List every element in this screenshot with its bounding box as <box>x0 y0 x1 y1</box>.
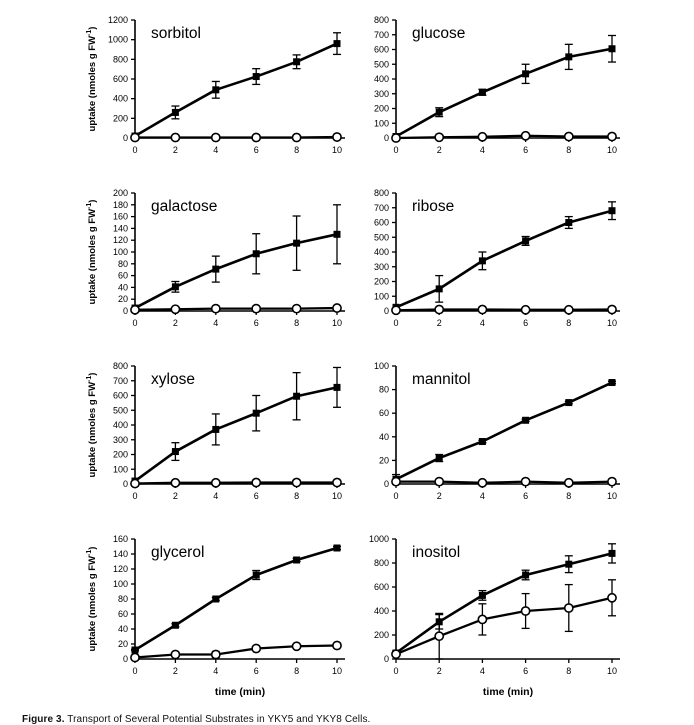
x-tick-label: 6 <box>254 145 259 155</box>
series-open-circles <box>392 478 616 487</box>
y-tick-label: 1000 <box>108 35 128 45</box>
y-tick-labels <box>369 534 396 664</box>
x-tick-label: 10 <box>607 666 617 676</box>
x-tick-labels <box>393 484 617 501</box>
open-circle-marker <box>333 133 341 141</box>
x-tick-labels <box>393 138 617 155</box>
y-tick-label: 120 <box>113 564 128 574</box>
y-tick-label: 80 <box>118 259 128 269</box>
panel-title: glucose <box>412 25 465 42</box>
open-circle-marker <box>212 650 220 658</box>
y-tick-label: 40 <box>118 282 128 292</box>
x-tick-label: 10 <box>332 491 342 501</box>
open-circle-marker <box>171 479 179 487</box>
y-tick-labels <box>113 188 135 316</box>
y-tick-label: 800 <box>374 15 389 25</box>
y-tick-label: 60 <box>118 271 128 281</box>
open-circle-marker <box>333 641 341 649</box>
panel-xylose <box>0 352 350 515</box>
x-tick-label: 8 <box>294 666 299 676</box>
y-tick-label: 100 <box>113 464 128 474</box>
y-tick-labels <box>374 361 396 489</box>
y-tick-label: 1000 <box>369 534 389 544</box>
x-tick-label: 10 <box>607 318 617 328</box>
panel-title: glycerol <box>151 544 204 561</box>
filled-square-marker <box>479 438 486 445</box>
y-tick-label: 0 <box>123 133 128 143</box>
panel-inositol <box>350 525 694 712</box>
y-tick-label: 600 <box>113 391 128 401</box>
y-tick-label: 0 <box>384 306 389 316</box>
figure-caption <box>22 714 694 725</box>
x-tick-label: 0 <box>132 145 137 155</box>
filled-square-marker <box>293 240 300 247</box>
panel-glucose <box>350 6 694 169</box>
panel-ribose <box>350 179 694 342</box>
panel-title: galactose <box>151 198 217 215</box>
open-circle-marker <box>333 478 341 486</box>
y-axis-label: uptake (nmoles g $FW^{-1}$) <box>86 27 98 132</box>
chart-inositol <box>350 525 694 707</box>
filled-square-marker <box>565 53 572 60</box>
filled-square-marker <box>172 622 179 629</box>
x-tick-label: 6 <box>523 666 528 676</box>
y-tick-labels <box>374 188 396 316</box>
open-circle-marker <box>435 305 443 313</box>
panel-title: xylose <box>151 371 195 388</box>
y-tick-label: 100 <box>113 247 128 257</box>
y-tick-label: 20 <box>118 294 128 304</box>
filled-square-marker <box>565 219 572 226</box>
series-filled-squares <box>393 202 617 311</box>
x-tick-label: 2 <box>437 666 442 676</box>
y-tick-label: 400 <box>374 606 389 616</box>
y-tick-label: 0 <box>384 479 389 489</box>
open-circle-marker <box>333 304 341 312</box>
x-tick-label: 10 <box>607 491 617 501</box>
series-open-circles <box>131 304 341 314</box>
y-tick-label: 500 <box>374 232 389 242</box>
y-tick-label: 0 <box>123 306 128 316</box>
y-tick-label: 40 <box>118 624 128 634</box>
filled-square-marker <box>253 572 260 579</box>
filled-square-marker <box>334 231 341 238</box>
series-open-circles <box>392 580 616 659</box>
y-tick-label: 200 <box>374 630 389 640</box>
x-tick-label: 0 <box>393 666 398 676</box>
y-tick-label: 140 <box>113 549 128 559</box>
panel-title: sorbitol <box>151 25 201 42</box>
y-tick-labels <box>113 534 135 664</box>
filled-square-marker <box>479 257 486 264</box>
y-tick-labels <box>108 15 135 143</box>
x-tick-label: 4 <box>213 145 218 155</box>
open-circle-marker <box>392 650 400 658</box>
open-circle-marker <box>522 132 530 140</box>
y-tick-labels <box>113 361 135 489</box>
x-tick-label: 10 <box>607 145 617 155</box>
open-circle-marker <box>392 478 400 486</box>
open-circle-marker <box>478 479 486 487</box>
x-axis-label: time (min) <box>483 686 533 698</box>
y-tick-label: 20 <box>379 455 389 465</box>
x-tick-labels <box>132 659 342 676</box>
open-circle-marker <box>171 650 179 658</box>
open-circle-marker <box>212 133 220 141</box>
y-tick-label: 700 <box>113 376 128 386</box>
open-circle-marker <box>522 478 530 486</box>
y-tick-label: 40 <box>379 432 389 442</box>
open-circle-marker <box>293 478 301 486</box>
x-tick-label: 4 <box>480 318 485 328</box>
filled-square-marker <box>172 283 179 290</box>
y-tick-label: 600 <box>374 45 389 55</box>
filled-square-marker <box>522 70 529 77</box>
series-line <box>135 548 337 650</box>
open-circle-marker <box>565 306 573 314</box>
x-tick-label: 0 <box>132 491 137 501</box>
filled-square-marker <box>172 109 179 116</box>
x-axis-label: time (min) <box>215 686 265 698</box>
y-axis-label: uptake (nmoles g $FW^{-1}$) <box>86 373 98 478</box>
y-tick-label: 100 <box>374 118 389 128</box>
panel-title: ribose <box>412 198 454 215</box>
series-line <box>135 646 337 658</box>
y-tick-label: 500 <box>374 59 389 69</box>
chart-xylose <box>0 352 350 510</box>
open-circle-marker <box>435 478 443 486</box>
series-line <box>396 383 612 480</box>
series-open-circles <box>131 478 341 487</box>
open-circle-marker <box>131 653 139 661</box>
x-tick-label: 2 <box>173 666 178 676</box>
x-tick-label: 0 <box>393 491 398 501</box>
series-open-circles <box>392 132 616 142</box>
open-circle-marker <box>608 305 616 313</box>
filled-square-marker <box>253 250 260 257</box>
filled-square-marker <box>334 384 341 391</box>
x-tick-label: 4 <box>213 318 218 328</box>
filled-square-marker <box>334 545 341 552</box>
open-circle-marker <box>435 133 443 141</box>
filled-square-marker <box>253 410 260 417</box>
open-circle-marker <box>293 642 301 650</box>
open-circle-marker <box>131 479 139 487</box>
x-tick-label: 0 <box>393 145 398 155</box>
filled-square-marker <box>293 58 300 65</box>
x-tick-label: 0 <box>132 318 137 328</box>
open-circle-marker <box>293 133 301 141</box>
y-tick-label: 200 <box>113 450 128 460</box>
y-tick-label: 300 <box>374 262 389 272</box>
filled-square-marker <box>436 109 443 116</box>
y-tick-label: 600 <box>374 218 389 228</box>
open-circle-marker <box>608 594 616 602</box>
filled-square-marker <box>293 393 300 400</box>
y-tick-label: 100 <box>113 579 128 589</box>
filled-square-marker <box>565 561 572 568</box>
filled-square-marker <box>436 285 443 292</box>
filled-square-marker <box>609 45 616 52</box>
y-tick-label: 200 <box>113 113 128 123</box>
x-tick-label: 8 <box>566 666 571 676</box>
open-circle-marker <box>608 478 616 486</box>
open-circle-marker <box>252 478 260 486</box>
chart-glycerol <box>0 525 350 707</box>
filled-square-marker <box>522 417 529 424</box>
y-tick-label: 140 <box>113 223 128 233</box>
y-tick-label: 0 <box>384 654 389 664</box>
open-circle-marker <box>252 305 260 313</box>
filled-square-marker <box>212 86 219 93</box>
y-tick-label: 200 <box>113 188 128 198</box>
x-tick-label: 6 <box>523 145 528 155</box>
y-tick-label: 100 <box>374 291 389 301</box>
filled-square-marker <box>212 266 219 273</box>
x-tick-label: 2 <box>173 318 178 328</box>
filled-square-marker <box>436 455 443 462</box>
filled-square-marker <box>565 399 572 406</box>
x-tick-label: 4 <box>213 491 218 501</box>
filled-square-marker <box>522 237 529 244</box>
series-filled-squares <box>132 205 342 312</box>
panel-title: inositol <box>412 544 460 561</box>
series-open-circles <box>131 133 341 142</box>
filled-square-marker <box>609 379 616 386</box>
y-tick-label: 400 <box>113 94 128 104</box>
series-line <box>396 49 612 137</box>
filled-square-marker <box>479 592 486 599</box>
open-circle-marker <box>252 133 260 141</box>
chart-sorbitol <box>0 6 350 164</box>
x-tick-label: 6 <box>254 666 259 676</box>
x-tick-label: 6 <box>523 491 528 501</box>
open-circle-marker <box>293 305 301 313</box>
x-tick-labels <box>393 659 617 676</box>
chart-ribose <box>350 179 694 337</box>
y-tick-label: 200 <box>374 277 389 287</box>
series-filled-squares <box>392 379 616 484</box>
y-axis-label: uptake (nmoles g $FW^{-1}$) <box>86 547 98 652</box>
filled-square-marker <box>212 596 219 603</box>
filled-square-marker <box>212 426 219 433</box>
filled-square-marker <box>132 647 139 654</box>
x-tick-label: 0 <box>132 666 137 676</box>
x-tick-labels <box>132 138 342 155</box>
panel-mannitol <box>350 352 694 515</box>
series-line <box>396 211 612 308</box>
y-tick-label: 0 <box>384 133 389 143</box>
open-circle-marker <box>252 644 260 652</box>
chart-mannitol <box>350 352 694 510</box>
x-tick-label: 4 <box>480 666 485 676</box>
y-tick-label: 300 <box>374 89 389 99</box>
x-tick-label: 0 <box>393 318 398 328</box>
figure-caption-label: Figure 3. <box>22 714 65 725</box>
series-open-circles <box>392 305 616 314</box>
y-tick-labels <box>374 15 396 143</box>
series-filled-squares <box>132 33 342 140</box>
y-tick-label: 800 <box>113 54 128 64</box>
y-tick-label: 400 <box>374 74 389 84</box>
y-tick-label: 300 <box>113 435 128 445</box>
filled-square-marker <box>172 448 179 455</box>
y-tick-label: 120 <box>113 235 128 245</box>
y-tick-label: 180 <box>113 200 128 210</box>
x-tick-labels <box>132 484 342 501</box>
series-line <box>396 310 612 311</box>
open-circle-marker <box>392 134 400 142</box>
y-tick-label: 60 <box>118 609 128 619</box>
open-circle-marker <box>565 479 573 487</box>
open-circle-marker <box>608 132 616 140</box>
y-tick-label: 700 <box>374 30 389 40</box>
series-line <box>135 234 337 308</box>
x-tick-label: 2 <box>173 491 178 501</box>
open-circle-marker <box>478 133 486 141</box>
x-tick-labels <box>393 311 617 328</box>
filled-square-marker <box>609 550 616 557</box>
y-tick-label: 0 <box>123 654 128 664</box>
open-circle-marker <box>565 604 573 612</box>
y-tick-label: 160 <box>113 534 128 544</box>
x-tick-label: 8 <box>294 145 299 155</box>
panel-sorbitol <box>0 6 350 169</box>
series-line <box>396 482 612 483</box>
y-tick-label: 800 <box>113 361 128 371</box>
open-circle-marker <box>212 305 220 313</box>
open-circle-marker <box>522 607 530 615</box>
x-tick-label: 2 <box>437 318 442 328</box>
y-axis-label: uptake (nmoles g $FW^{-1}$) <box>86 200 98 305</box>
series-line <box>135 387 337 481</box>
x-tick-label: 10 <box>332 666 342 676</box>
open-circle-marker <box>171 305 179 313</box>
open-circle-marker <box>212 479 220 487</box>
x-tick-label: 2 <box>437 491 442 501</box>
x-tick-label: 8 <box>566 318 571 328</box>
panel-glycerol <box>0 525 350 712</box>
open-circle-marker <box>392 306 400 314</box>
open-circle-marker <box>522 306 530 314</box>
open-circle-marker <box>478 305 486 313</box>
filled-square-marker <box>293 557 300 564</box>
x-tick-label: 4 <box>213 666 218 676</box>
y-tick-label: 400 <box>113 420 128 430</box>
open-circle-marker <box>565 132 573 140</box>
filled-square-marker <box>609 207 616 214</box>
series-line <box>135 44 337 136</box>
series-line <box>135 308 337 310</box>
x-tick-label: 6 <box>254 491 259 501</box>
filled-square-marker <box>479 89 486 96</box>
y-tick-label: 700 <box>374 203 389 213</box>
filled-square-marker <box>253 73 260 80</box>
x-tick-label: 6 <box>254 318 259 328</box>
series-line <box>396 553 612 653</box>
x-tick-label: 2 <box>437 145 442 155</box>
y-tick-label: 600 <box>374 582 389 592</box>
y-tick-label: 400 <box>374 247 389 257</box>
chart-glucose <box>350 6 694 164</box>
x-tick-label: 6 <box>523 318 528 328</box>
x-tick-labels <box>132 311 342 328</box>
x-tick-label: 8 <box>566 491 571 501</box>
y-tick-label: 20 <box>118 639 128 649</box>
x-tick-label: 2 <box>173 145 178 155</box>
series-line <box>396 598 612 654</box>
chart-galactose <box>0 179 350 337</box>
x-tick-label: 10 <box>332 145 342 155</box>
y-tick-label: 80 <box>118 594 128 604</box>
series-filled-squares <box>393 35 617 140</box>
x-tick-label: 10 <box>332 318 342 328</box>
panel-galactose <box>0 179 350 342</box>
open-circle-marker <box>131 306 139 314</box>
open-circle-marker <box>171 133 179 141</box>
open-circle-marker <box>478 615 486 623</box>
figure-caption-text: Transport of Several Potential Substrates in YKY5 and YKY8 Cells. <box>67 714 370 725</box>
y-tick-label: 100 <box>374 361 389 371</box>
y-tick-label: 80 <box>379 385 389 395</box>
x-tick-label: 4 <box>480 491 485 501</box>
open-circle-marker <box>131 133 139 141</box>
open-circle-marker <box>435 632 443 640</box>
filled-square-marker <box>522 572 529 579</box>
y-tick-label: 800 <box>374 558 389 568</box>
x-tick-label: 8 <box>294 491 299 501</box>
x-tick-label: 4 <box>480 145 485 155</box>
series-line <box>135 483 337 484</box>
x-tick-label: 8 <box>294 318 299 328</box>
y-tick-label: 800 <box>374 188 389 198</box>
y-tick-label: 200 <box>374 104 389 114</box>
y-tick-label: 1200 <box>108 15 128 25</box>
panel-title: mannitol <box>412 371 471 388</box>
y-tick-label: 600 <box>113 74 128 84</box>
y-tick-label: 160 <box>113 212 128 222</box>
y-tick-label: 0 <box>123 479 128 489</box>
y-tick-label: 60 <box>379 408 389 418</box>
x-tick-label: 8 <box>566 145 571 155</box>
y-tick-label: 500 <box>113 405 128 415</box>
filled-square-marker <box>334 40 341 47</box>
